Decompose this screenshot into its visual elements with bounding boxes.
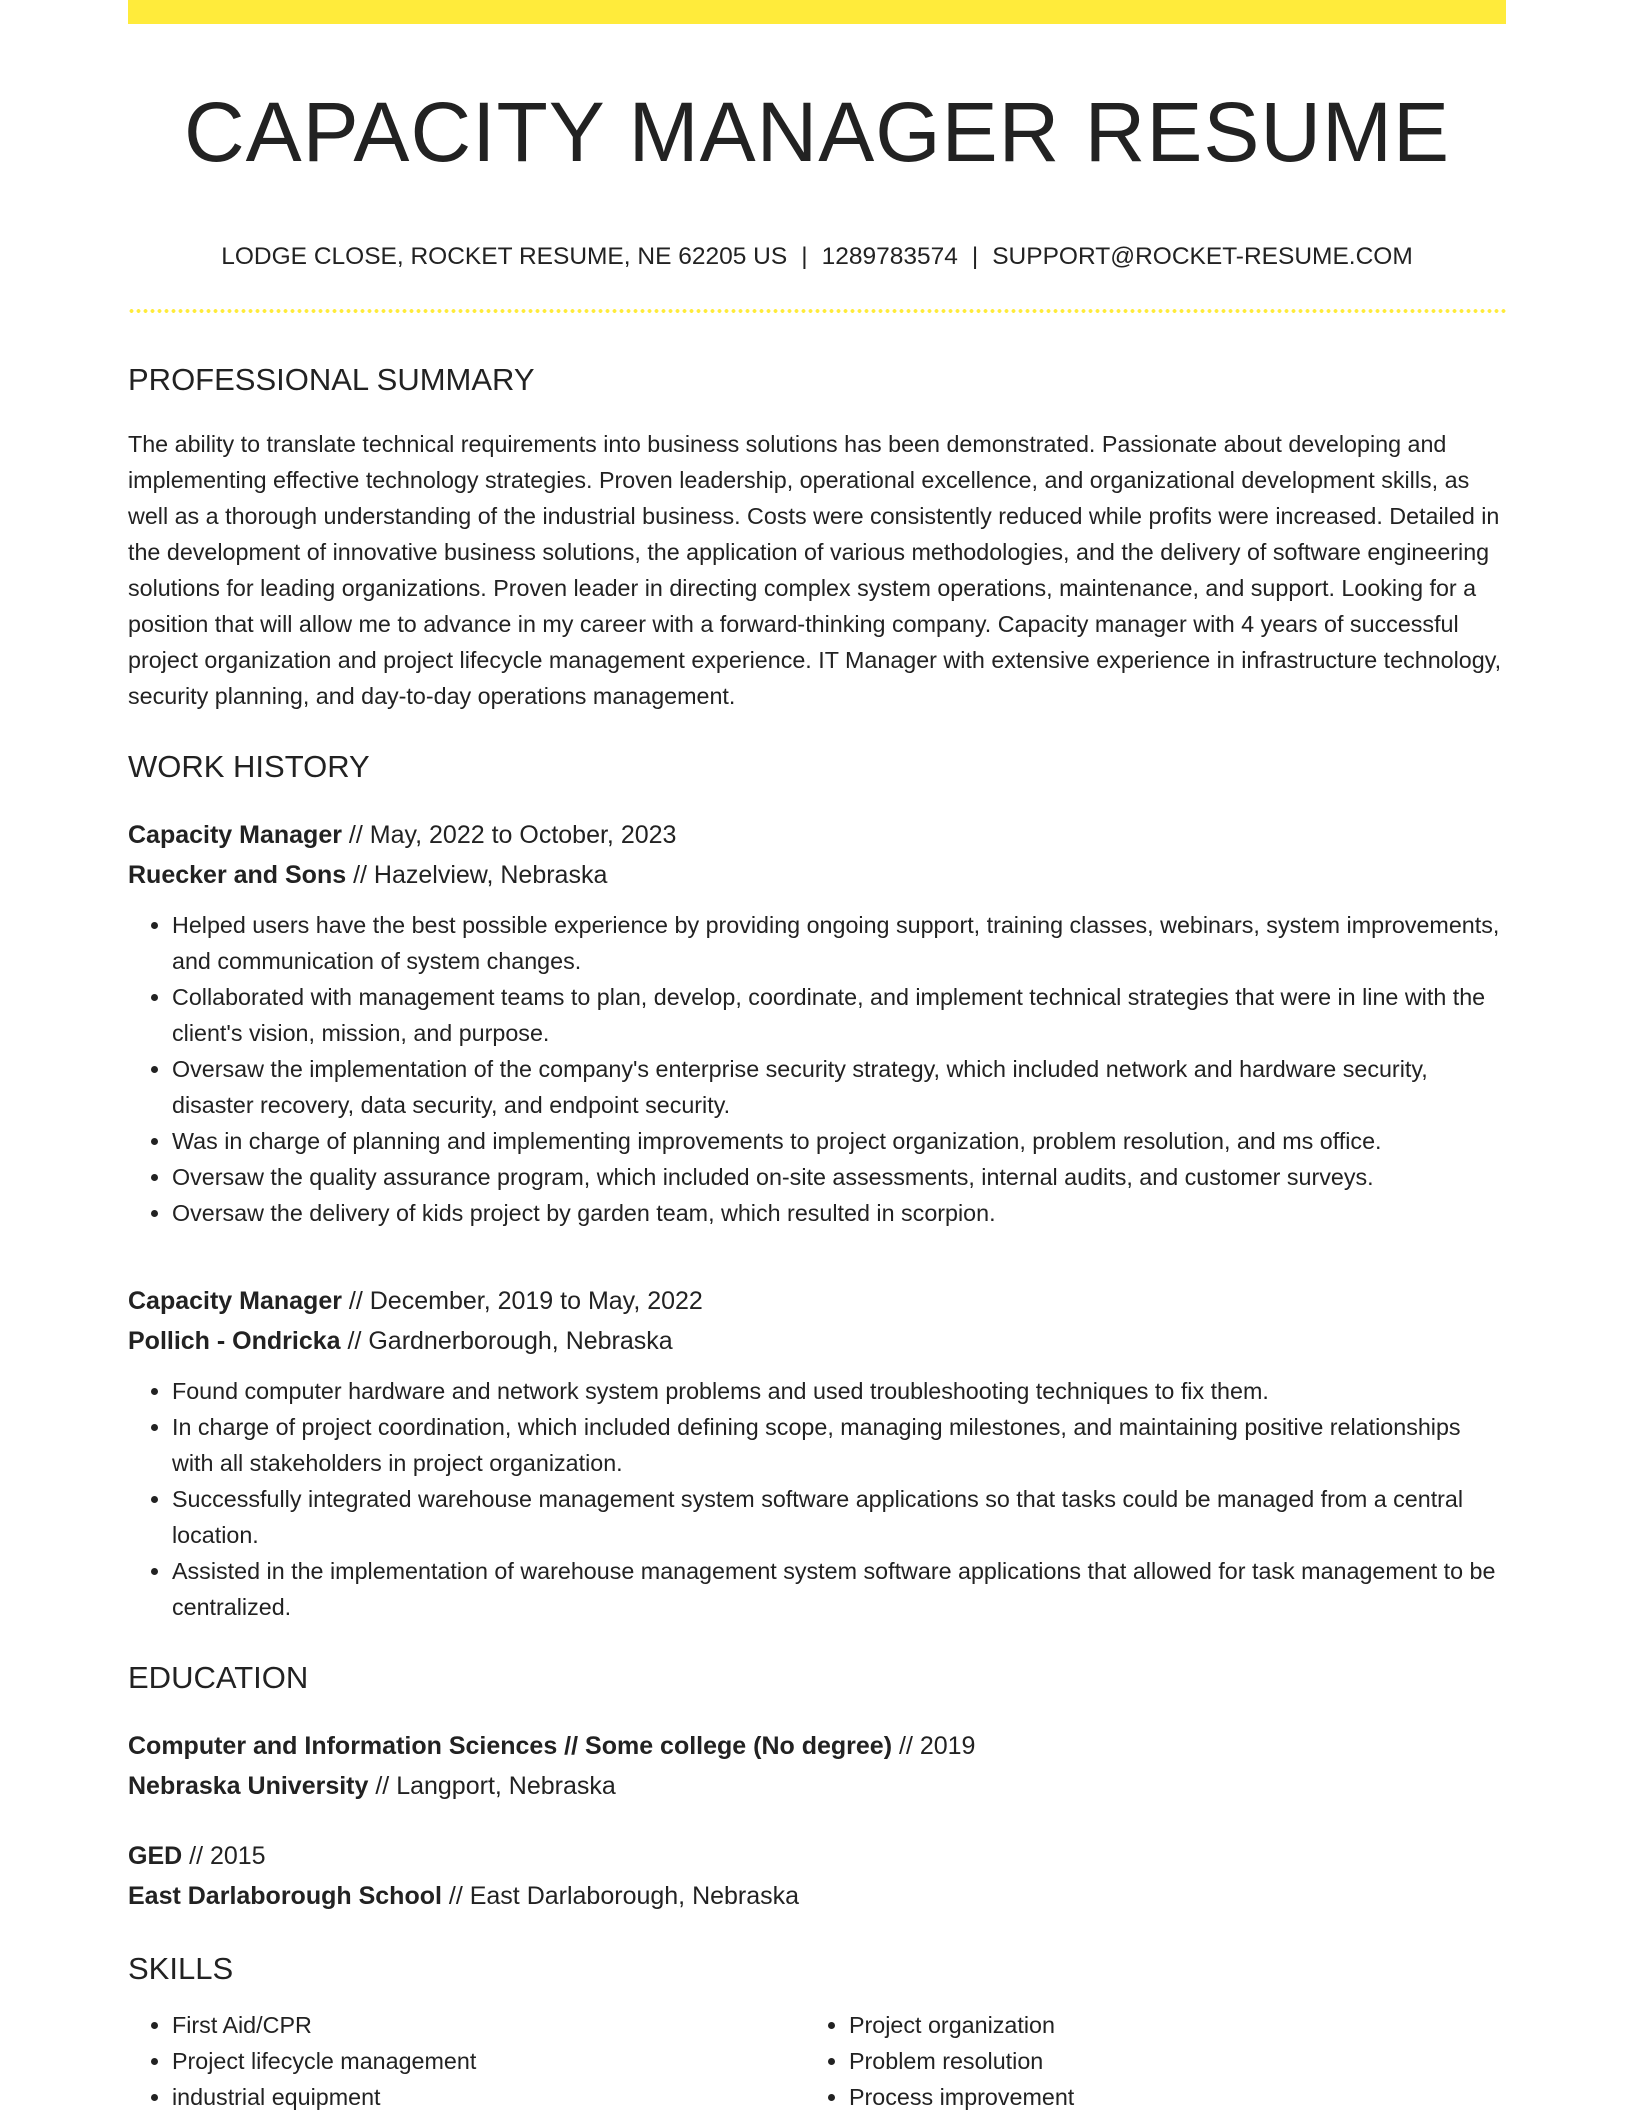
list-item: • Oversaw the implementation of the company's enterprise security strategy, which included network and hardware security, disaster recovery, data security, and endpoint security. bbox=[172, 1051, 1506, 1123]
skill-item: • Project organization bbox=[849, 2007, 1482, 2043]
education-entry bbox=[128, 1726, 1506, 1806]
job-title-line bbox=[128, 815, 1506, 855]
education-location: // Langport, Nebraska bbox=[368, 1772, 616, 1801]
education-location: // East Darlaborough, Nebraska bbox=[441, 1882, 800, 1911]
education-year: // 2015 bbox=[182, 1842, 266, 1871]
job-title: Capacity Manager bbox=[128, 821, 342, 850]
education-school: Nebraska University bbox=[128, 1772, 369, 1801]
list-item: • Was in charge of planning and implementing improvements to project organization, problem resolution, and ms office. bbox=[172, 1123, 1506, 1159]
job-title: Capacity Manager bbox=[128, 1287, 342, 1316]
summary-text: The ability to translate technical requirements into business solutions has been demonstrated. Passionate about developing and implementing effective technology strategies. Proven leadership, operational excellence, and organizational development skills, as well as a thorough understanding of the industrial business. Costs were consistently reduced while profits were increased. Detailed in the development of innovative business solutions, the application of various methodologies, and the delivery of software engineering solutions for leading organizations. Proven leader in directing complex system operations, maintenance, and support. Looking for a position that will allow me to advance in my career with a forward-thinking company. Capacity manager with 4 years of successful project organization and project lifecycle management experience. IT Manager with extensive experience in infrastructure technology, security planning, and day-to-day operations management. bbox=[128, 430, 1502, 709]
dotted-divider bbox=[128, 309, 1506, 313]
education-school-line bbox=[128, 1766, 1506, 1806]
list-item: • Found computer hardware and network system problems and used troubleshooting techniques to fix them. bbox=[172, 1373, 1506, 1409]
job-title-line bbox=[128, 1281, 1506, 1321]
skills-column-left bbox=[128, 2007, 805, 2115]
education-degree-line bbox=[128, 1836, 1506, 1876]
skill-item: • Project lifecycle management bbox=[172, 2043, 805, 2079]
job-entry bbox=[128, 815, 1506, 1231]
skill-item: • Process improvement bbox=[849, 2079, 1482, 2115]
skill-item: • First Aid/CPR bbox=[172, 2007, 805, 2043]
education-year: // 2019 bbox=[892, 1732, 976, 1761]
skill-item: • industrial equipment bbox=[172, 2079, 805, 2115]
list-item: • Oversaw the quality assurance program, which included on-site assessments, internal audits, and customer surveys. bbox=[172, 1159, 1506, 1195]
education-school: East Darlaborough School bbox=[128, 1882, 442, 1911]
job-company: Pollich - Ondricka bbox=[128, 1327, 341, 1356]
job-company-line bbox=[128, 855, 1506, 895]
skill-item: • Problem resolution bbox=[849, 2043, 1482, 2079]
job-dates: // December, 2019 to May, 2022 bbox=[341, 1287, 703, 1316]
skills-grid bbox=[128, 2007, 1506, 2115]
education-degree-line bbox=[128, 1726, 1506, 1766]
job-company-line bbox=[128, 1321, 1506, 1361]
section-heading-work-history: WORK HISTORY bbox=[128, 748, 370, 784]
job-entry bbox=[128, 1281, 1506, 1625]
accent-top-bar bbox=[128, 0, 1506, 24]
section-heading-education: EDUCATION bbox=[128, 1660, 309, 1696]
contact-separator: | bbox=[801, 242, 808, 270]
job-location: // Hazelview, Nebraska bbox=[346, 861, 608, 890]
resume-content bbox=[128, 24, 1506, 2115]
education-entry bbox=[128, 1836, 1506, 1916]
section-heading-summary: PROFESSIONAL SUMMARY bbox=[128, 361, 535, 397]
job-dates: // May, 2022 to October, 2023 bbox=[341, 821, 677, 850]
job-bullets bbox=[128, 1373, 1506, 1625]
education-degree: GED bbox=[128, 1842, 183, 1871]
contact-separator: | bbox=[971, 242, 979, 270]
contact-line bbox=[128, 241, 1506, 273]
list-item: • Oversaw the delivery of kids project by garden team, which resulted in scorpion. bbox=[172, 1195, 1506, 1231]
list-item: • Successfully integrated warehouse management system software applications so that tasks could be managed from a central location. bbox=[172, 1481, 1506, 1553]
job-bullets bbox=[128, 907, 1506, 1231]
contact-email: SUPPORT@ROCKET-RESUME.COM bbox=[992, 242, 1413, 270]
job-location: // Gardnerborough, Nebraska bbox=[340, 1327, 673, 1356]
list-item: • Helped users have the best possible experience by providing ongoing support, training classes, webinars, system improvements, and communication of system changes. bbox=[172, 907, 1506, 979]
contact-address: LODGE CLOSE, ROCKET RESUME, NE 62205 US bbox=[221, 242, 788, 270]
list-item: • Assisted in the implementation of warehouse management system software applications that allowed for task management to be centralized. bbox=[172, 1553, 1506, 1625]
skills-column-right bbox=[805, 2007, 1482, 2115]
education-degree: Computer and Information Sciences // Some college (No degree) bbox=[128, 1732, 893, 1761]
list-item: • In charge of project coordination, which included defining scope, managing milestones, and maintaining positive relationships with all stakeholders in project organization. bbox=[172, 1409, 1506, 1481]
resume-title: CAPACITY MANAGER RESUME bbox=[183, 85, 1451, 179]
job-company: Ruecker and Sons bbox=[128, 861, 347, 890]
contact-phone: 1289783574 bbox=[821, 242, 958, 270]
list-item: • Collaborated with management teams to plan, develop, coordinate, and implement technical strategies that were in line with the client's vision, mission, and purpose. bbox=[172, 979, 1506, 1051]
section-heading-skills: SKILLS bbox=[128, 1951, 234, 1987]
education-school-line bbox=[128, 1876, 1506, 1916]
